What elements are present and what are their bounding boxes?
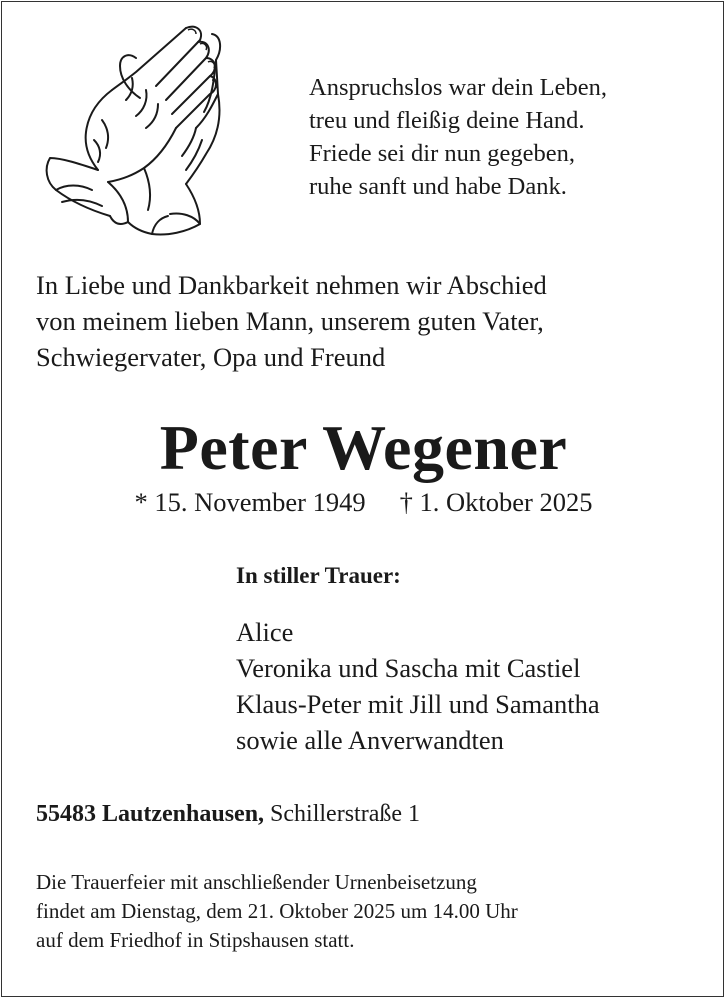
- birth-date: * 15. November 1949: [134, 487, 366, 517]
- poem-line: Anspruchslos war dein Leben,: [309, 74, 608, 101]
- address-place: 55483 Lautzenhausen,: [36, 801, 265, 827]
- mourning-heading: In stiller Trauer:: [236, 563, 401, 588]
- mourner-item: sowie alle Anverwandten: [236, 725, 504, 755]
- poem: [309, 71, 607, 203]
- funeral-line: findet am Dienstag, dem 21. Oktober 2025 um 14.00 Uhr: [36, 899, 518, 923]
- intro-line: In Liebe und Dankbarkeit nehmen wir Abschied: [36, 270, 547, 300]
- funeral-line: Die Trauerfeier mit anschließender Urnenbeisetzung: [36, 870, 477, 894]
- life-dates: [0, 484, 727, 520]
- intro-line: von meinem lieben Mann, unserem guten Vater,: [36, 306, 544, 336]
- intro-line: Schwiegervater, Opa und Freund: [36, 342, 386, 372]
- mourners-list: [236, 614, 600, 758]
- deceased-name: Peter Wegener: [159, 412, 568, 483]
- mourner-item: Alice: [236, 617, 294, 647]
- death-date: † 1. Oktober 2025: [399, 487, 593, 517]
- mourner-item: Veronika und Sascha mit Castiel: [236, 653, 581, 683]
- poem-line: Friede sei dir nun gegeben,: [309, 140, 576, 167]
- praying-hands-icon: [36, 20, 226, 248]
- address-street: Schillerstraße 1: [270, 801, 420, 827]
- poem-line: ruhe sanft und habe Dank.: [309, 173, 567, 200]
- mourner-item: Klaus-Peter mit Jill und Samantha: [236, 689, 600, 719]
- address: [36, 797, 420, 831]
- poem-line: treu und fleißig deine Hand.: [309, 107, 585, 134]
- intro-text: [36, 267, 547, 375]
- funeral-info: [36, 868, 518, 955]
- funeral-line: auf dem Friedhof in Stipshausen statt.: [36, 928, 355, 952]
